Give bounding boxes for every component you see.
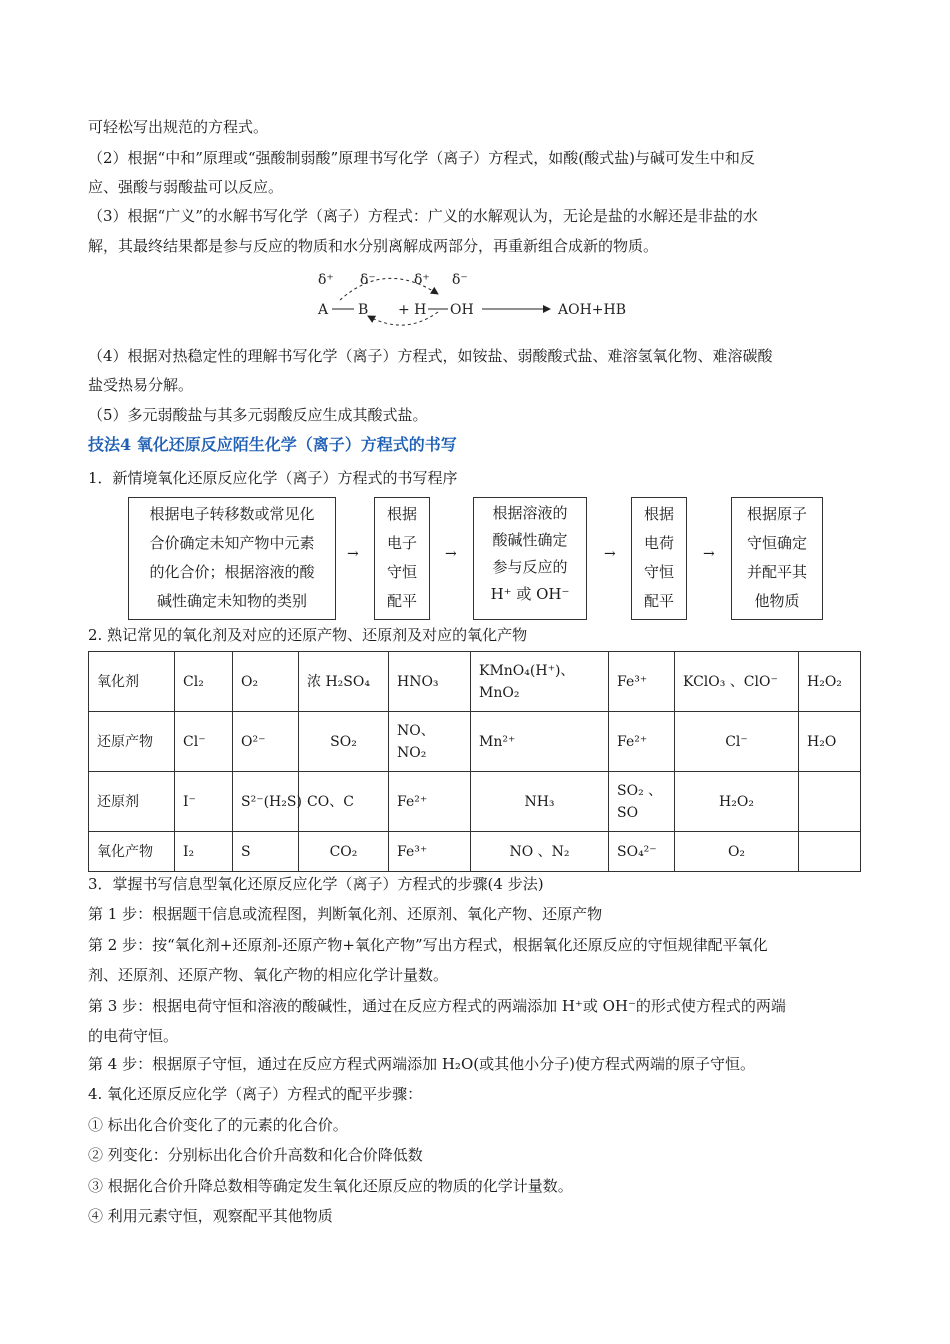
flow-text: 根据原子 xyxy=(746,505,807,523)
flow-box-4 xyxy=(631,497,687,620)
paragraph-line: 第 2 步：按“氧化剂+还原剂-还原产物+氧化产物”写出方程式，根据氧化还原反应的守恒规律配平氧化 xyxy=(88,936,768,954)
table-cell: SO₂ xyxy=(299,712,389,772)
delta-plus-a: δ⁺ xyxy=(318,272,334,288)
table-cell: I₂ xyxy=(175,832,233,872)
list-item: ② 列变化：分别标出化合价升高数和化合价降低数 xyxy=(88,1146,423,1164)
flow-arrow: → xyxy=(703,546,715,562)
table-cell: KClO₃ 、ClO⁻ xyxy=(675,652,799,712)
table-cell: NH₃ xyxy=(471,772,609,832)
flow-text: 碱性确定未知物的类别 xyxy=(156,592,307,610)
flow-text: 参与反应的 xyxy=(492,558,568,576)
flow-text: 电子 xyxy=(386,534,417,552)
table-cell: O₂ xyxy=(233,652,299,712)
table-cell: O²⁻ xyxy=(233,712,299,772)
paragraph-line: 应、强酸与弱酸盐可以反应。 xyxy=(88,178,284,196)
flow-text: 的化合价；根据溶液的酸 xyxy=(149,563,315,581)
flow-text: 根据电子转移数或常见化 xyxy=(149,505,315,523)
subheading: 2. 熟记常见的氧化剂及对应的还原产物、还原剂及对应的氧化产物 xyxy=(88,626,528,644)
table-row xyxy=(89,772,861,832)
table-cell: 浓 H₂SO₄ xyxy=(299,652,389,712)
table-cell: H₂O₂ xyxy=(799,652,861,712)
table-cell: Fe²⁺ xyxy=(609,712,675,772)
plus-h: + H xyxy=(398,302,427,318)
table-cell: CO、C xyxy=(299,772,389,832)
paragraph-line: 可轻松写出规范的方程式。 xyxy=(88,118,269,136)
table-cell: 还原剂 xyxy=(89,772,175,832)
paragraph-line: 盐受热易分解。 xyxy=(88,376,194,394)
delta-plus-h: δ⁺ xyxy=(414,272,430,288)
redox-table xyxy=(88,651,861,872)
table-cell: S²⁻(H₂S) xyxy=(233,772,299,832)
paragraph-line: （4）根据对热稳定性的理解书写化学（离子）方程式，如铵盐、弱酸酸式盐、难溶氢氧化物、难溶碳酸 xyxy=(88,347,773,365)
flow-text: 配平 xyxy=(386,592,417,610)
atom-b: B xyxy=(358,302,369,318)
table-cell: Mn²⁺ xyxy=(471,712,609,772)
flow-text: 并配平其 xyxy=(746,563,807,581)
paragraph-line: 剂、还原剂、还原产物、氧化产物的相应化学计量数。 xyxy=(88,966,449,984)
table-cell: HNO₃ xyxy=(389,652,471,712)
table-cell xyxy=(799,772,861,832)
flow-text: 合价确定未知产物中元素 xyxy=(149,534,315,552)
flow-text: 酸碱性确定 xyxy=(492,531,568,549)
paragraph-line: （5）多元弱酸盐与其多元弱酸反应生成其酸式盐。 xyxy=(88,406,428,424)
table-cell: Cl⁻ xyxy=(675,712,799,772)
table-cell: CO₂ xyxy=(299,832,389,872)
flow-text: H⁺ 或 OH⁻ xyxy=(490,585,570,603)
flow-arrow: → xyxy=(347,546,359,562)
paragraph-line: （2）根据“中和”原理或“强酸制弱酸”原理书写化学（离子）方程式，如酸(酸式盐)与碱可发生中和反 xyxy=(88,149,755,167)
table-cell: Fe²⁺ xyxy=(389,772,471,832)
hydrolysis-diagram xyxy=(310,262,640,332)
table-cell: I⁻ xyxy=(175,772,233,832)
table-cell: NO 、N₂ xyxy=(471,832,609,872)
flow-box-5 xyxy=(731,497,823,620)
table-cell xyxy=(799,832,861,872)
flow-box-3 xyxy=(473,497,587,620)
flow-box-2 xyxy=(374,497,430,620)
table-cell: 氧化剂 xyxy=(89,652,175,712)
table-cell: 还原产物 xyxy=(89,712,175,772)
flow-text: 电荷 xyxy=(643,534,674,552)
paragraph-line: 第 1 步：根据题干信息或流程图，判断氧化剂、还原剂、氧化产物、还原产物 xyxy=(88,905,603,923)
table-cell: SO₂ 、SO xyxy=(609,772,675,832)
table-cell: H₂O xyxy=(799,712,861,772)
paragraph-line: 的电荷守恒。 xyxy=(88,1027,179,1045)
table-row xyxy=(89,652,861,712)
table-row xyxy=(89,712,861,772)
flow-text: 根据溶液的 xyxy=(492,504,568,522)
flow-text: 守恒确定 xyxy=(746,534,807,552)
subheading: 1．新情境氧化还原反应化学（离子）方程式的书写程序 xyxy=(88,469,458,487)
flow-arrow: → xyxy=(604,546,616,562)
paragraph-line: 第 3 步：根据电荷守恒和溶液的酸碱性，通过在反应方程式的两端添加 H⁺或 OH⁻的形式使方程式的两端 xyxy=(88,997,786,1015)
table-row xyxy=(89,832,861,872)
products: AOH+HB xyxy=(558,302,627,318)
list-item: ③ 根据化合价升降总数相等确定发生氧化还原反应的物质的化学计量数。 xyxy=(88,1177,573,1195)
group-oh: OH xyxy=(450,302,474,318)
flow-text: 守恒 xyxy=(643,563,674,581)
subheading: 4. 氧化还原反应化学（离子）方程式的配平步骤： xyxy=(88,1085,423,1103)
section-heading: 技法4 氧化还原反应陌生化学（离子）方程式的书写 xyxy=(88,435,457,454)
paragraph-line: 第 4 步：根据原子守恒，通过在反应方程式两端添加 H₂O(或其他小分子)使方程式两端的原子守恒。 xyxy=(88,1055,755,1073)
table-cell: Fe³⁺ xyxy=(389,832,471,872)
delta-minus-b: δ⁻ xyxy=(360,272,376,288)
table-cell: NO、NO₂ xyxy=(389,712,471,772)
flow-text: 根据 xyxy=(386,505,417,523)
table-cell: Cl₂ xyxy=(175,652,233,712)
table-cell: O₂ xyxy=(675,832,799,872)
paragraph-line: 解，其最终结果都是参与反应的物质和水分别离解成两部分，再重新组合成新的物质。 xyxy=(88,237,659,255)
table-cell: KMnO₄(H⁺)、MnO₂ xyxy=(471,652,609,712)
table-cell: S xyxy=(233,832,299,872)
table-cell: 氧化产物 xyxy=(89,832,175,872)
delta-minus-oh: δ⁻ xyxy=(452,272,468,288)
flow-box-1 xyxy=(128,497,336,620)
atom-a: A xyxy=(318,302,329,318)
table-cell: Cl⁻ xyxy=(175,712,233,772)
paragraph-line: （3）根据“广义”的水解书写化学（离子）方程式：广义的水解观认为，无论是盐的水解还是非盐的水 xyxy=(88,207,758,225)
table-cell: Fe³⁺ xyxy=(609,652,675,712)
flow-text: 配平 xyxy=(643,592,674,610)
table-cell: H₂O₂ xyxy=(675,772,799,832)
flow-arrow: → xyxy=(445,546,457,562)
table-cell: SO₄²⁻ xyxy=(609,832,675,872)
list-item: ① 标出化合价变化了的元素的化合价。 xyxy=(88,1116,348,1134)
flow-text: 他物质 xyxy=(754,592,800,610)
flow-text: 根据 xyxy=(643,505,674,523)
flow-text: 守恒 xyxy=(386,563,417,581)
subheading: 3．掌握书写信息型氧化还原反应化学（离子）方程式的步骤(4 步法) xyxy=(88,875,544,893)
list-item: ④ 利用元素守恒，观察配平其他物质 xyxy=(88,1207,333,1225)
